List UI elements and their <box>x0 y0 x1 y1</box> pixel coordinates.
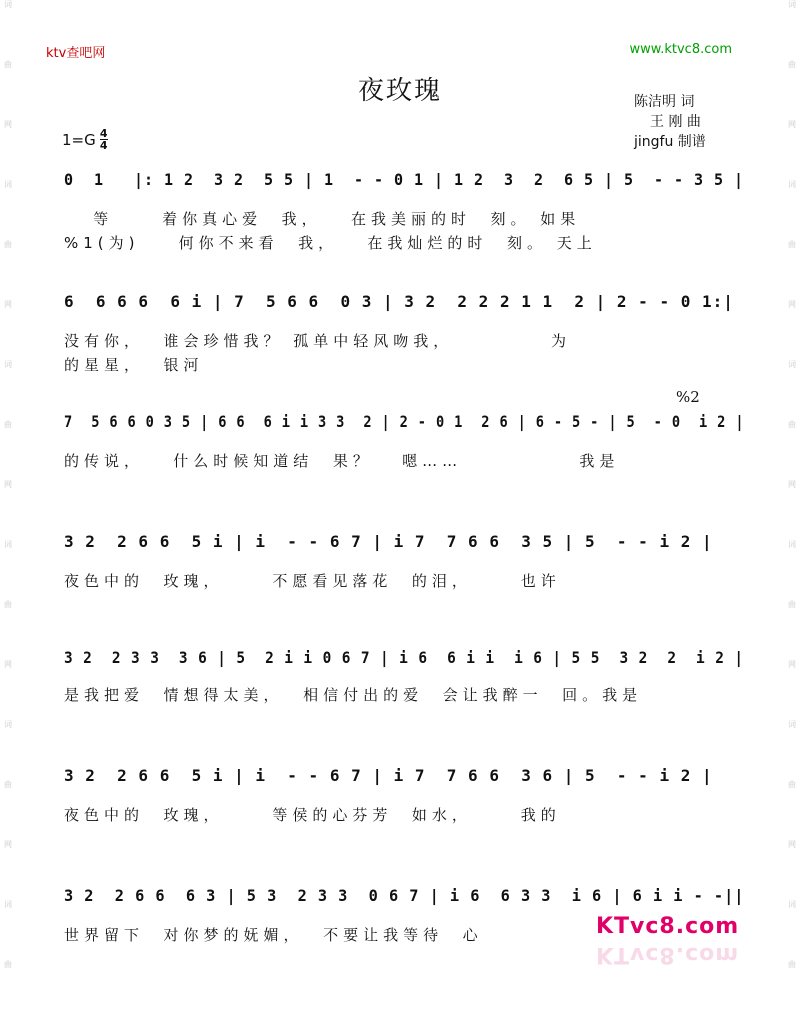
watermark-char: 词 <box>788 0 796 9</box>
time-signature <box>100 128 108 151</box>
song-title: 夜玫瑰 <box>357 76 442 106</box>
lyric-verse-2: %1(为) 何你不来看 我， 在我灿烂的时 刻。 天上 <box>64 234 597 252</box>
right-watermark-strip <box>784 0 800 1004</box>
watermark-char: 曲 <box>4 240 12 249</box>
arranger-credit: jingfu 制谱 <box>634 134 706 150</box>
watermark-char: 词 <box>788 180 796 189</box>
watermark-char: 曲 <box>788 960 796 969</box>
lyric-verse-1: 没有你， 谁会珍惜我？ 孤单中轻风吻我， 为 <box>64 332 571 350</box>
song-credits <box>634 92 706 152</box>
key-signature <box>62 128 108 151</box>
site-logo-reflection: KTvc8.com <box>596 942 740 967</box>
notation-line: 3 2 2 6 6 5 i | i - - 6 7 | i 7 7 6 6 3 5 | 5 - - i 2 | <box>64 532 713 551</box>
watermark-char: 词 <box>4 720 12 729</box>
watermark-char: 网 <box>4 120 12 129</box>
watermark-char: 曲 <box>788 780 796 789</box>
watermark-char: 词 <box>4 540 12 549</box>
watermark-char: 词 <box>788 720 796 729</box>
lyric-verse-1: 是我把爱 情想得太美， 相信付出的爱 会让我醉一 回。我是 <box>64 686 643 704</box>
watermark-char: 网 <box>788 660 796 669</box>
watermark-char: 曲 <box>4 780 12 789</box>
watermark-char: 词 <box>788 900 796 909</box>
site-link-left[interactable]: ktv查吧网 <box>46 46 106 61</box>
watermark-char: 网 <box>788 840 796 849</box>
lyric-verse-1: 世界留下 对你梦的妩媚， 不要让我等待 心 <box>64 926 483 944</box>
lyric-verse-1: 的传说， 什么时候知道结 果？ 嗯…… 我是 <box>64 452 620 470</box>
watermark-char: 词 <box>4 360 12 369</box>
lyricist-credit: 陈洁明 词 <box>634 94 695 110</box>
watermark-char: 词 <box>788 540 796 549</box>
lyric-verse-1: 等 着你真心爱 我， 在我美丽的时 刻。 如果 <box>64 210 581 228</box>
lyric-verse-1: 夜色中的 玫瑰， 不愿看见落花 的泪， 也许 <box>64 572 561 590</box>
composer-credit: 王 刚 曲 <box>650 114 701 130</box>
watermark-char: 曲 <box>788 240 796 249</box>
watermark-char: 曲 <box>788 60 796 69</box>
watermark-char: 曲 <box>4 60 12 69</box>
watermark-char: 词 <box>4 180 12 189</box>
watermark-char: 网 <box>788 300 796 309</box>
site-link-right[interactable]: www.ktvc8.com <box>629 42 732 57</box>
watermark-char: 网 <box>4 840 12 849</box>
site-logo: KTvc8.com <box>596 914 740 939</box>
watermark-char: 曲 <box>788 420 796 429</box>
time-top: 4 <box>99 127 108 140</box>
watermark-char: 词 <box>4 0 12 9</box>
key-label: 1=G <box>62 130 96 149</box>
watermark-char: 词 <box>788 360 796 369</box>
watermark-char: 网 <box>4 660 12 669</box>
watermark-char: 网 <box>4 300 12 309</box>
watermark-char: 曲 <box>4 960 12 969</box>
lyric-verse-2: 的星星， 银河 <box>64 356 204 374</box>
segno-mark-2: %2 <box>676 388 700 406</box>
notation-line: 0 1 |: 1 2 3 2 5 5 | 1 - - 0 1 | 1 2 3 2 6 5 | 5 - - 3 5 | <box>64 170 745 189</box>
lyric-verse-1: 夜色中的 玫瑰， 等侯的心芬芳 如水， 我的 <box>64 806 561 824</box>
watermark-char: 曲 <box>4 600 12 609</box>
watermark-char: 网 <box>788 120 796 129</box>
watermark-char: 网 <box>788 480 796 489</box>
watermark-char: 网 <box>4 480 12 489</box>
notation-line: 3 2 2 6 6 5 i | i - - 6 7 | i 7 7 6 6 3 6 | 5 - - i 2 | <box>64 766 713 785</box>
watermark-char: 曲 <box>4 420 12 429</box>
notation-line: 6 6 6 6 6 i | 7 5 6 6 0 3 | 3 2 2 2 2 1 1 2 | 2 - - 0 1:| <box>64 292 734 311</box>
notation-line: 7 5 6 6 0 3 5 | 6 6 6 i i 3 3 2 | 2 - 0 1 2 6 | 6 - 5 - | 5 - 0 i 2 | <box>64 412 745 431</box>
watermark-char: 词 <box>4 900 12 909</box>
notation-line: 3 2 2 3 3 3 6 | 5 2 i i 0 6 7 | i 6 6 i i i 6 | 5 5 3 2 2 i 2 | <box>64 648 744 667</box>
left-watermark-strip <box>0 0 16 1004</box>
time-bottom: 4 <box>99 139 108 152</box>
watermark-char: 曲 <box>788 600 796 609</box>
notation-line: 3 2 2 6 6 6 3 | 5 3 2 3 3 0 6 7 | i 6 6 3 3 i 6 | 6 i i - -|| <box>64 886 745 905</box>
